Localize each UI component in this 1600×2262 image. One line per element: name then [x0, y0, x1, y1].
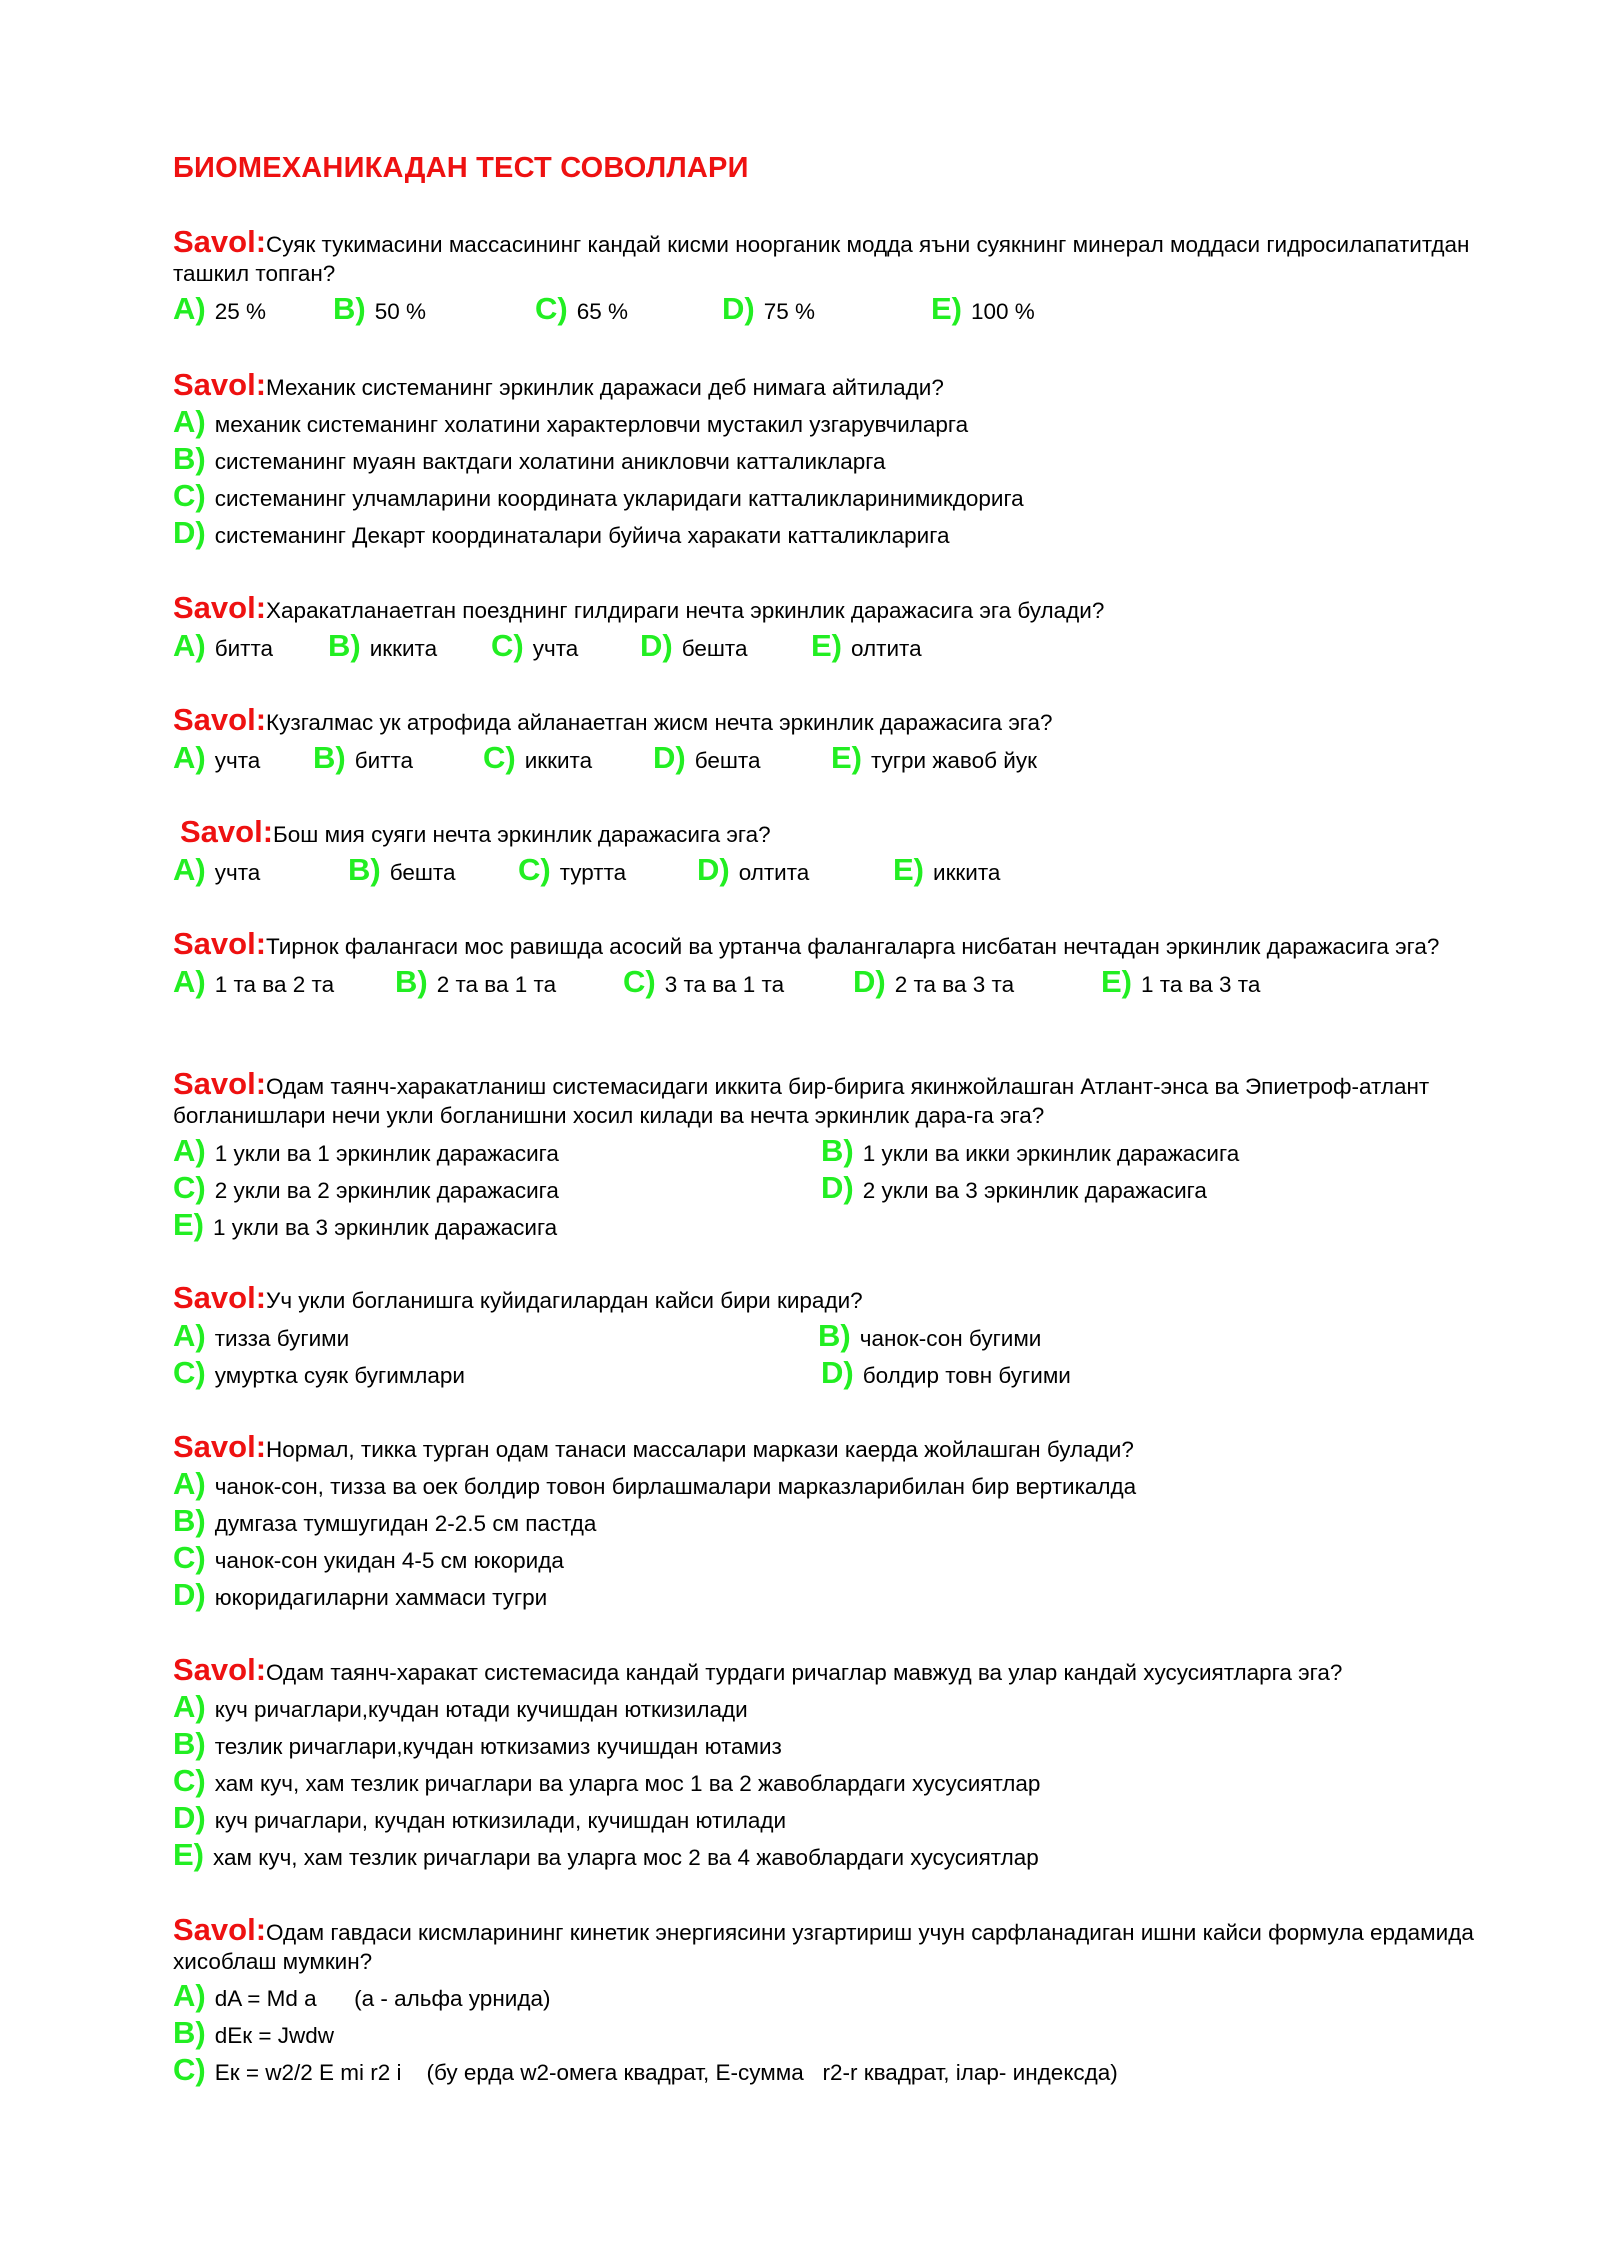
option-d[interactable]: D) системанинг Декарт координаталари буйича харакати катталикларига [173, 515, 950, 550]
question-7 [173, 1066, 1513, 1243]
option-a[interactable]: A) 1 та ва 2 та [173, 964, 335, 999]
options-grid [173, 1317, 1513, 1391]
question-1 [173, 224, 1513, 327]
question-text: Savol:Кузгалмас ук атрофида айланаетган жисм нечта эркинлик даражасига эга? [173, 702, 1053, 737]
option-d[interactable]: D) олтита [697, 852, 810, 887]
option-c[interactable]: C) 65 % [535, 291, 629, 326]
savol-label: Savol: [173, 224, 267, 259]
question-6 [173, 926, 1513, 1000]
options-list [173, 403, 1513, 551]
option-a[interactable]: A) 1 укли ва 1 эркинлик даражасига [173, 1133, 559, 1168]
option-c[interactable]: C) иккита [483, 740, 593, 775]
question-text: Savol:Бош мия суяги нечта эркинлик даражасига эга? [180, 814, 771, 849]
question-4 [173, 702, 1513, 776]
option-d[interactable]: D) бешта [653, 740, 761, 775]
options-row [173, 627, 1513, 664]
option-c[interactable]: C) 2 укли ва 2 эркинлик даражасига [173, 1170, 559, 1205]
option-a[interactable]: A) тизза бугими [173, 1318, 350, 1353]
question-8 [173, 1280, 1513, 1391]
savol-label: Savol: [173, 367, 267, 402]
question-text: Savol:Суяк тукимасини массасининг кандай кисми ноорганик модда яъни суякнинг минерал моддаси гидросилапатитдан ташкил топган? [173, 224, 1470, 286]
option-c[interactable]: C) умуртка суяк бугимлари [173, 1355, 465, 1390]
question-3 [173, 590, 1513, 664]
question-text: Savol:Нормал, тикка турган одам танаси массалари маркази каерда жойлашган булади? [173, 1429, 1134, 1464]
option-b[interactable]: B) чанок-сон бугими [818, 1318, 1042, 1353]
question-text: Savol:Одам таянч-харакат системасида кандай турдаги ричаглар мавжуд ва улар кандай хусусиятларга эга? [173, 1652, 1343, 1687]
option-b[interactable]: B) 2 та ва 1 та [395, 964, 557, 999]
option-b[interactable]: B) 50 % [333, 291, 427, 326]
option-c[interactable]: C) чанок-сон укидан 4-5 см юкорида [173, 1540, 564, 1575]
option-a[interactable]: A) учта [173, 740, 261, 775]
option-a[interactable]: A) куч ричаглари,кучдан ютади кучишдан юткизилади [173, 1689, 748, 1724]
question-5 [173, 814, 1520, 888]
question-text: Savol:Тирнок фалангаси мос равишда асосий ва уртанча фалангаларга нисбатан нечтадан эркинлик даражасига эга? [173, 926, 1440, 961]
option-d[interactable]: D) куч ричаглари, кучдан юткизилади, кучишдан ютилади [173, 1800, 787, 1835]
savol-label: Savol: [173, 926, 267, 961]
option-b[interactable]: B) тезлик ричаглари,кучдан юткизамиз кучишдан ютамиз [173, 1726, 782, 1761]
option-b[interactable]: B) 1 укли ва икки эркинлик даражасига [821, 1133, 1240, 1168]
question-10 [173, 1652, 1513, 1873]
savol-label: Savol: [173, 590, 267, 625]
savol-label: Savol: [173, 1429, 267, 1464]
option-d[interactable]: D) юкоридагиларни хаммаси тугри [173, 1577, 548, 1612]
question-text: Savol:Уч укли богланишга куйидагилардан кайси бири киради? [173, 1280, 863, 1315]
option-e[interactable]: E) 1 та ва 3 та [1101, 964, 1261, 999]
option-c[interactable]: C) туртта [518, 852, 627, 887]
question-text: Savol:Одам гавдаси кисмларининг кинетик энергиясини узгартириш учун сарфланадиган ишни кайси формула ердамида хисоблаш мумкин? [173, 1912, 1474, 1974]
option-d[interactable]: D) 75 % [722, 291, 816, 326]
option-c[interactable]: C) хам куч, хам тезлик ричаглари ва уларга мос 1 ва 2 жавоблардаги хусусиятлар [173, 1763, 1041, 1798]
question-9 [173, 1429, 1513, 1613]
option-b[interactable]: B) иккита [328, 628, 438, 663]
options-grid [173, 1132, 1513, 1243]
option-d[interactable]: D) 2 укли ва 3 эркинлик даражасига [821, 1170, 1207, 1205]
savol-label: Savol: [173, 1652, 267, 1687]
options-list [173, 1688, 1513, 1873]
savol-label: Savol: [180, 814, 274, 849]
options-row [173, 290, 1513, 327]
question-text: Savol:Харакатланаетган поезднинг гилдираги нечта эркинлик даражасига эга булади? [173, 590, 1105, 625]
option-b[interactable]: B) думгаза тумшугидан 2-2.5 см пастда [173, 1503, 597, 1538]
page-title: БИОМЕХАНИКАДАН ТЕСТ СОВОЛЛАРИ [173, 152, 749, 184]
options-row [173, 851, 1513, 888]
options-list [173, 1465, 1513, 1613]
option-a[interactable]: A) учта [173, 852, 261, 887]
option-c[interactable]: C) системанинг улчамларини координата укларидаги катталикларинимикдорига [173, 478, 1024, 513]
option-d[interactable]: D) болдир товн бугими [821, 1355, 1071, 1390]
option-d[interactable]: D) бешта [640, 628, 748, 663]
option-a[interactable]: A) битта [173, 628, 274, 663]
option-a[interactable]: A) чанок-сон, тизза ва оек болдир товон бирлашмалари марказларибилан бир вертикалда [173, 1466, 1137, 1501]
options-row [173, 963, 1513, 1000]
option-e[interactable]: E) 1 укли ва 3 эркинлик даражасига [173, 1207, 558, 1242]
option-a[interactable]: A) dA = Md a (a - альфа урнида) [173, 1978, 551, 2013]
option-b[interactable]: B) бешта [348, 852, 456, 887]
question-text: Savol:Одам таянч-харакатланиш системасидаги иккита бир-бирига якинжойлашган Атлант-энса ва Эпиетроф-атлант богланишлари нечи укли богланишни хосил килади ва нечта эркинлик дара-га эга? [173, 1066, 1430, 1128]
option-d[interactable]: D) 2 та ва 3 та [853, 964, 1015, 999]
option-e[interactable]: E) хам куч, хам тезлик ричаглари ва уларга мос 2 ва 4 жавоблардаги хусусиятлар [173, 1837, 1039, 1872]
option-c[interactable]: C) Eк = w2/2 E mi r2 i (бу ерда w2-омега квадрат, E-сумма r2-r квадрат, iлар- индексда) [173, 2052, 1118, 2087]
option-c[interactable]: C) 3 та ва 1 та [623, 964, 785, 999]
option-b[interactable]: B) системанинг муаян вактдаги холатини аникловчи катталикларга [173, 441, 886, 476]
option-c[interactable]: C) учта [491, 628, 579, 663]
option-b[interactable]: B) битта [313, 740, 414, 775]
savol-label: Savol: [173, 1912, 267, 1947]
option-e[interactable]: E) олтита [811, 628, 922, 663]
savol-label: Savol: [173, 1280, 267, 1315]
option-e[interactable]: E) 100 % [931, 291, 1035, 326]
savol-label: Savol: [173, 702, 267, 737]
option-e[interactable]: E) тугри жавоб йук [831, 740, 1037, 775]
option-a[interactable]: A) механик системанинг холатини характерловчи мустакил узгарувчиларга [173, 404, 969, 439]
options-list [173, 1977, 1513, 2088]
savol-label: Savol: [173, 1066, 267, 1101]
question-11 [173, 1912, 1513, 2088]
option-a[interactable]: A) 25 % [173, 291, 267, 326]
question-2 [173, 367, 1513, 551]
option-b[interactable]: B) dEк = Jwdw [173, 2015, 334, 2050]
question-text: Savol:Механик системанинг эркинлик даражаси деб нимага айтилади? [173, 367, 944, 402]
option-e[interactable]: E) иккита [893, 852, 1001, 887]
options-row [173, 739, 1513, 776]
